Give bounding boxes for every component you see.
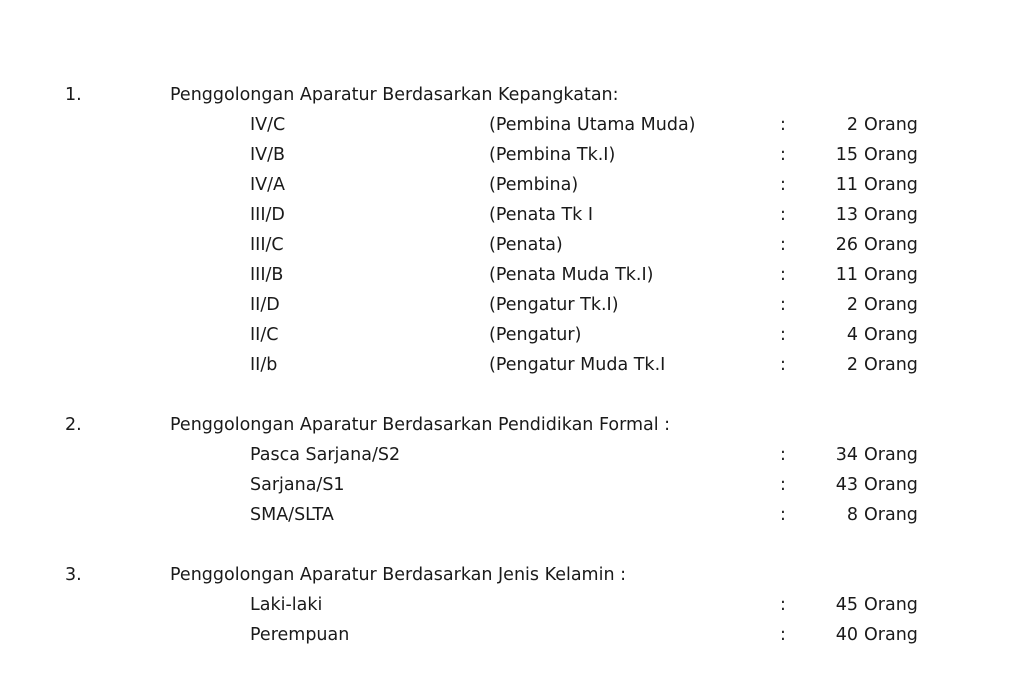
section-number: 2. [65, 415, 82, 435]
item-count: 4 [846, 325, 858, 345]
item-rank: (Pembina Utama Muda) [489, 115, 696, 135]
item-label: III/C [250, 235, 284, 255]
item-label: SMA/SLTA [250, 505, 334, 525]
item-colon: : [780, 175, 786, 195]
item-label: III/B [250, 265, 284, 285]
item-label: II/D [250, 295, 280, 315]
item-label: II/C [250, 325, 279, 345]
item-unit: Orang [864, 445, 918, 465]
list-item [0, 500, 1024, 530]
list-item [0, 200, 1024, 230]
section-heading-row [0, 410, 1024, 440]
section-heading: Penggolongan Aparatur Berdasarkan Pendidikan Formal : [170, 415, 671, 435]
item-colon: : [780, 475, 786, 495]
item-unit: Orang [864, 265, 918, 285]
section-gender [0, 560, 1024, 650]
item-colon: : [780, 115, 786, 135]
item-rank: (Pengatur) [489, 325, 582, 345]
item-count: 34 [835, 445, 858, 465]
section-education [0, 410, 1024, 530]
section-number: 3. [65, 565, 82, 585]
item-unit: Orang [864, 505, 918, 525]
item-colon: : [780, 505, 786, 525]
item-rank: (Penata Muda Tk.I) [489, 265, 654, 285]
list-item [0, 140, 1024, 170]
item-rank: (Pembina) [489, 175, 579, 195]
list-item [0, 170, 1024, 200]
item-colon: : [780, 355, 786, 375]
item-colon: : [780, 295, 786, 315]
item-count: 40 [835, 625, 858, 645]
item-count: 2 [846, 355, 858, 375]
item-rank: (Pembina Tk.I) [489, 145, 616, 165]
section-heading-row [0, 80, 1024, 110]
item-rank: (Penata Tk I [489, 205, 594, 225]
item-count: 43 [835, 475, 858, 495]
list-item [0, 620, 1024, 650]
item-label: Sarjana/S1 [250, 475, 345, 495]
item-label: IV/B [250, 145, 286, 165]
list-item [0, 440, 1024, 470]
item-colon: : [780, 445, 786, 465]
section-rank [0, 80, 1024, 380]
item-rank: (Pengatur Muda Tk.I [489, 355, 666, 375]
section-number: 1. [65, 85, 82, 105]
list-item [0, 230, 1024, 260]
list-item [0, 290, 1024, 320]
item-colon: : [780, 265, 786, 285]
item-label: IV/A [250, 175, 285, 195]
item-colon: : [780, 235, 786, 255]
item-label: IV/C [250, 115, 286, 135]
item-unit: Orang [864, 235, 918, 255]
list-item [0, 320, 1024, 350]
item-label: III/D [250, 205, 285, 225]
list-item [0, 470, 1024, 500]
item-unit: Orang [864, 625, 918, 645]
item-count: 26 [835, 235, 858, 255]
section-heading-row [0, 560, 1024, 590]
item-count: 11 [835, 175, 858, 195]
item-label: Pasca Sarjana/S2 [250, 445, 401, 465]
item-count: 8 [846, 505, 858, 525]
list-item [0, 590, 1024, 620]
item-colon: : [780, 205, 786, 225]
list-item [0, 350, 1024, 380]
item-count: 2 [846, 295, 858, 315]
item-unit: Orang [864, 595, 918, 615]
item-unit: Orang [864, 475, 918, 495]
item-colon: : [780, 625, 786, 645]
list-item [0, 260, 1024, 290]
item-unit: Orang [864, 355, 918, 375]
section-heading: Penggolongan Aparatur Berdasarkan Jenis Kelamin : [170, 565, 626, 585]
section-heading: Penggolongan Aparatur Berdasarkan Kepangkatan: [170, 85, 619, 105]
item-colon: : [780, 145, 786, 165]
item-count: 2 [846, 115, 858, 135]
item-count: 11 [835, 265, 858, 285]
item-label: II/b [250, 355, 278, 375]
item-rank: (Pengatur Tk.I) [489, 295, 619, 315]
item-unit: Orang [864, 205, 918, 225]
item-count: 13 [835, 205, 858, 225]
item-unit: Orang [864, 175, 918, 195]
list-item [0, 110, 1024, 140]
item-count: 15 [835, 145, 858, 165]
item-label: Perempuan [250, 625, 350, 645]
item-unit: Orang [864, 115, 918, 135]
item-rank: (Penata) [489, 235, 563, 255]
item-colon: : [780, 595, 786, 615]
item-unit: Orang [864, 295, 918, 315]
item-label: Laki-laki [250, 595, 323, 615]
item-unit: Orang [864, 325, 918, 345]
item-colon: : [780, 325, 786, 345]
item-unit: Orang [864, 145, 918, 165]
item-count: 45 [835, 595, 858, 615]
